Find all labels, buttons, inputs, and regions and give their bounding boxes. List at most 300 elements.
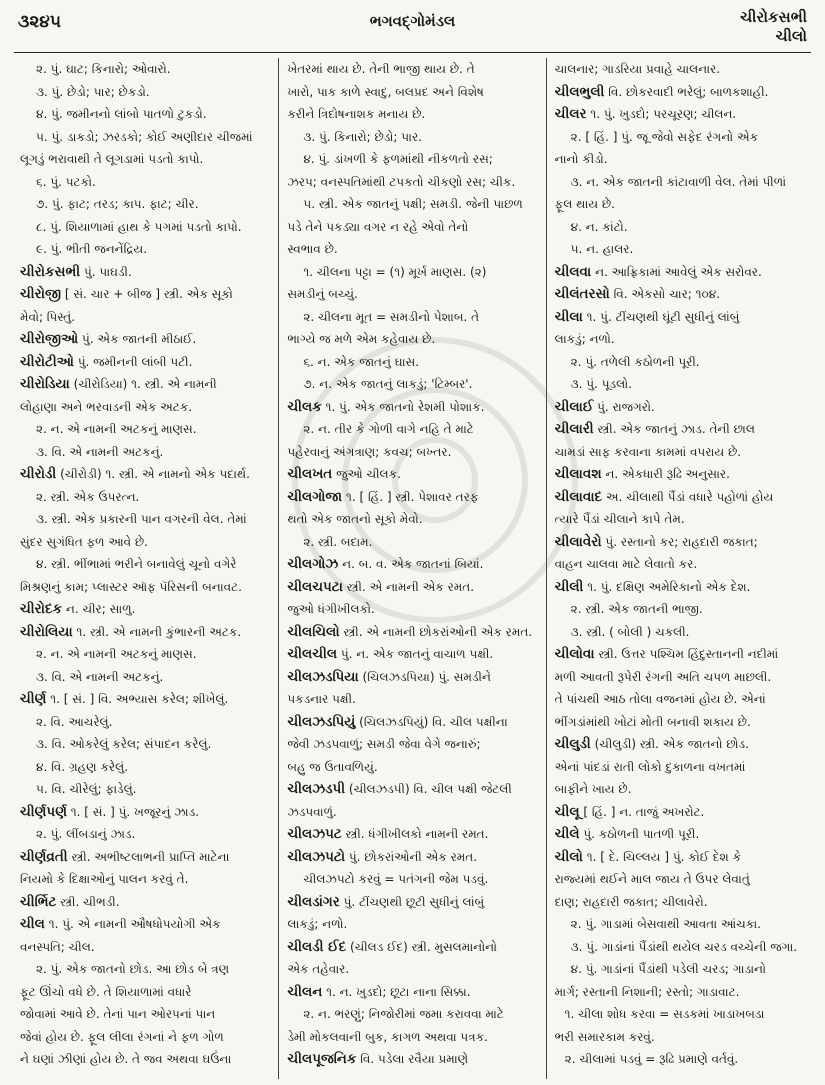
definition-text: ૧. ચીલના પટ્ટા = (૧) મૂર્ખ માણસ. (૨) <box>303 264 487 279</box>
headword: ચીરોટીઓ <box>20 353 74 370</box>
entry-line <box>287 711 537 734</box>
headword: ચીલાઈ <box>554 398 594 415</box>
entry-line <box>20 801 270 824</box>
headword: ચીલઝડપિયું <box>287 713 356 730</box>
definition-text: ૫. સ્ત્રી. એક જાતનું પક્ષી; સમડી. જેની પાછળ <box>303 197 523 211</box>
text-line <box>20 981 270 1004</box>
entry-line <box>287 396 537 419</box>
text-line <box>287 868 537 891</box>
entry-line <box>555 733 805 756</box>
definition-text: પું. ન. એક જાતનું વાચાળ પક્ષી. <box>337 647 494 661</box>
definition-text: ૧. પું. એક જાતનો રેશમી પોશાક. <box>321 399 485 414</box>
entry-line <box>287 936 537 959</box>
definition-text: ૨. સ્ત્રી. એક જાતની ભાજી. <box>570 602 703 616</box>
text-line <box>287 58 537 81</box>
definition-text: ૫. ન. હાલર. <box>570 242 634 256</box>
text-line <box>555 891 805 914</box>
text-line <box>287 193 537 216</box>
headword: ચીલપૂજનિક <box>287 1051 357 1067</box>
text-line <box>20 733 270 756</box>
definition-text: સ્ત્રી. એક જાતનું ઝાડ. તેની છાલ <box>593 422 755 436</box>
definition-text: ૧. પું. એ નામની ઔષધોપયોગી એક <box>44 917 221 931</box>
headword: ચીલડાંગર <box>287 893 340 910</box>
text-line <box>20 81 270 104</box>
definition-text: સ્ત્રી. ઉત્તર પશ્ચિમ હિંદુસ્તાનની નદીમાં <box>594 647 779 661</box>
text-line <box>20 666 270 689</box>
headword: ચીરોકસભી <box>20 263 81 280</box>
entry-line <box>555 283 805 306</box>
headword: ચીલડી ઈદ <box>287 938 347 955</box>
text-line <box>20 936 270 959</box>
headword: ચીલખત <box>287 466 333 482</box>
definition-text: ૪. વિ. ગ્રહણ કરેલું. <box>36 759 129 774</box>
definition-text: ૨. પું. ઘાટ; કિનારો; ઓવારો. <box>36 62 171 76</box>
text-line <box>287 508 537 531</box>
text-line <box>555 913 805 936</box>
guide-words <box>740 8 807 46</box>
text-line <box>287 261 537 284</box>
page-number: ૩૨૪૫ <box>18 12 62 32</box>
text-line <box>287 441 537 464</box>
headword: ચીરોડી <box>20 466 57 482</box>
text-line <box>555 958 805 981</box>
text-line <box>20 531 270 554</box>
entry-line <box>555 418 805 441</box>
text-line <box>20 58 270 81</box>
text-line <box>20 306 270 329</box>
text-line <box>555 1003 805 1026</box>
text-line <box>20 1048 270 1071</box>
definition-text: લોહાણા અને ભરવાડની એક અટક. <box>20 399 193 414</box>
entry-line <box>555 306 805 329</box>
entry-line <box>20 913 270 936</box>
entry-line <box>287 666 537 689</box>
entry-line <box>20 283 270 306</box>
entry-line <box>20 351 270 374</box>
definition-text: લાકડું; નળો. <box>554 332 615 346</box>
headword: ચીલારી <box>554 421 594 437</box>
text-line <box>555 441 805 464</box>
column-middle <box>278 58 545 1079</box>
headword: ચીલા <box>554 308 583 325</box>
definition-text: ને ઘણાં ઝીણાં હોય છે. તે જવ અથવા ઘઉંના <box>20 1052 232 1066</box>
definition-text: કરીને ત્રિદોષનાશક મનાય છે. <box>287 107 426 121</box>
guide-word-first: ચીરોકસભી <box>740 8 807 26</box>
definition-text: ૩. પું. ગાડાંનાં પૈંડાંથી થયેલ ચરડ વચ્ચેની જગા. <box>570 939 798 954</box>
headword: ચીર્ણવ્રતી <box>20 848 68 865</box>
definition-text: ઝડપવાળું. <box>287 804 337 819</box>
text-line <box>20 868 270 891</box>
text-line <box>287 148 537 171</box>
entry-line <box>287 486 537 509</box>
definition-text: પું. એક જાતની મીઠાઈ. <box>78 332 197 346</box>
headword: ચીલગોજા <box>287 488 343 505</box>
definition-text: જેવાં હોય છે. ફૂલ લીલા રંગનાં ને ફળ ગોળ <box>20 1029 224 1044</box>
entry-line <box>287 643 537 666</box>
header-rule <box>14 52 811 53</box>
definition-text: મેવો; પિસ્તું. <box>20 309 76 324</box>
text-line <box>20 756 270 779</box>
text-line <box>287 1003 537 1026</box>
definition-text: ન. આફ્રિકામાં આવેલું એક સરોવર. <box>591 264 762 279</box>
definition-text: તે પાંચથી આઠ તોલા વજનમાં હોય છે. એનાં <box>554 692 766 706</box>
text-line <box>287 958 537 981</box>
entry-line <box>287 846 537 869</box>
entry-line <box>20 891 270 914</box>
definition-text: ૨. ન. ભરણું; નિજોરીમાં જમા કરાવવા માટે <box>303 1007 504 1021</box>
definition-text: મિશ્રણનું કામ; પ્લાસ્ટર ઑફ પૅરિસની બનાવટ. <box>20 579 242 594</box>
definition-text: પું. રસ્તાનો કર; રાહદારી જકાત; <box>601 534 758 549</box>
definition-text: ૧. ન. ખુડદો; છૂટા નાના સિક્કા. <box>322 984 471 999</box>
headword: ચીલઝપટ <box>287 826 342 842</box>
definition-text: (ચીલડ ઈદ) સ્ત્રી. મુસલમાનોનો <box>346 939 498 954</box>
definition-text: ૨. વિ. આચરેલું. <box>36 714 113 729</box>
text-line <box>287 598 537 621</box>
definition-text: વિ. છોકરવાદી ભરેલું; બાળકશાહી. <box>604 84 769 99</box>
text-line <box>287 801 537 824</box>
text-line <box>287 688 537 711</box>
headword: ચીલચિલો <box>287 623 340 640</box>
column-right <box>546 58 813 1079</box>
headword: ચીલઝડપિયા <box>287 668 359 685</box>
definition-text: ૨. પું. ગાડામાં બેસવાથી આવતા આંચકા. <box>570 917 761 931</box>
definition-text: ૩. ન. એક જાતની કાંટાવાળી વેલ. તેમાં પીળાં <box>570 174 787 189</box>
entry-line <box>555 81 805 104</box>
text-line <box>287 238 537 261</box>
text-line <box>20 193 270 216</box>
definition-text: ૩. પું. પૂડલો. <box>570 377 632 391</box>
definition-text: ૩. વિ. એ નામની અટકનું. <box>36 444 164 459</box>
headword: ચીરોજી <box>20 286 62 302</box>
definition-text: જોવામાં આવે છે. તેનાં પાન ઓરપનાં પાન <box>20 1007 216 1021</box>
entry-line <box>555 103 805 126</box>
text-line <box>20 508 270 531</box>
definition-text: માર્ગ; રસ્તાની નિશાની; રસ્તો; ગાડાવાટ. <box>554 984 740 999</box>
definition-text: ખારો, પાક કાળે સ્વાદુ, બલપ્રદ અને વિશેષ <box>287 84 484 99</box>
text-line <box>555 508 805 531</box>
definition-text: ભીંગડાંમાંથી ખોટાં મોતી બનાવી શકાય છે. <box>554 714 751 729</box>
text-line <box>20 486 270 509</box>
definition-text: પું. કઠોળની પાતળી પૂરી. <box>579 827 700 841</box>
headword: ચીલ <box>20 916 45 932</box>
text-line <box>287 103 537 126</box>
headword: ચીર્ણપર્ણ <box>20 803 67 820</box>
entry-line <box>20 463 270 486</box>
definition-text: લૂગડું ભરાવાથી તે લૂગડામાં પડતો કાપો. <box>20 152 204 166</box>
entry-line <box>20 688 270 711</box>
text-line <box>287 283 537 306</box>
definition-text: જુઓ ધંગીખીલકો. <box>287 602 375 616</box>
definition-text: થતો એક જાતનો સૂકો મેવો. <box>287 512 423 526</box>
headword: ચીર્ણ <box>20 691 47 707</box>
entry-line <box>287 823 537 846</box>
text-line <box>555 171 805 194</box>
text-line <box>287 328 537 351</box>
text-line <box>287 306 537 329</box>
definition-text: ૪. પું. ડાંખળી કે ફળમાંથી નીકળતો રસ; <box>303 152 493 166</box>
definition-text: સ્ત્રી. એ નામની છોકરાંઓની એક રમત. <box>339 624 533 639</box>
definition-text: ૨. ન. એ નામની અટકનું માણસ. <box>36 422 197 436</box>
text-line <box>287 373 537 396</box>
definition-text: ન. બ. વ. એક જાતનાં બિયાં. <box>338 557 484 571</box>
definition-text: પહેરવાનું અંગત્રાણ; કવચ; બખ્તર. <box>287 444 452 459</box>
entry-line <box>555 823 805 846</box>
text-line <box>20 441 270 464</box>
definition-text: (ચીરોડિયા) ૧. સ્ત્રી. એ નામની <box>69 377 217 391</box>
definition-text: સ્વભાવ છે. <box>287 242 338 256</box>
entry-line <box>555 643 805 666</box>
definition-text: ૫. વિ. ચીરેલું; ફાડેલું. <box>36 782 137 796</box>
definition-text: (ચીલઝડપી) વિ. ચીલ પક્ષી જેટલી <box>345 782 512 796</box>
definition-text: ૨. ચીલામાં પડવું = રૂઢિ પ્રમાણે વર્તવું. <box>564 1052 739 1066</box>
definition-text: ન. એકધારી રૂઢિ અનુસાર. <box>601 467 730 481</box>
headword: ચીલન <box>287 983 323 1000</box>
text-line <box>555 1048 805 1071</box>
definition-text: ૨. પું. તળેલી કઠોળની પૂરી. <box>570 354 700 369</box>
headword: ચીરોદક <box>20 601 63 617</box>
definition-text: [ સં. ચાર + બીજ ] સ્ત્રી. એક સૂકો <box>61 287 233 301</box>
definition-text: વાહન ચાલવા માટે લેવાતો કર. <box>554 557 698 571</box>
definition-text: ૨. સ્ત્રી. બદામ. <box>303 534 373 549</box>
text-line <box>20 576 270 599</box>
definition-text: વનસ્પતિ; ચીલ. <box>20 939 95 954</box>
headword: ચીર્ભિટ <box>20 893 57 910</box>
text-line <box>555 666 805 689</box>
entry-line <box>555 801 805 824</box>
guide-word-last: ચીલો <box>775 27 807 45</box>
definition-text: ૩. સ્ત્રી. ( બોલી ) ચકલી. <box>570 624 690 639</box>
definition-text: સમડીનું બચ્ચું. <box>287 287 358 301</box>
definition-text: ૩. સ્ત્રી. એક પ્રકારની પાન વગરની વેલ. તેમાં <box>36 512 247 526</box>
text-line <box>555 936 805 959</box>
text-line <box>555 598 805 621</box>
definition-text: ૪. પું. જમીનનો લાંબો પાતળો ટુકડો. <box>36 107 207 121</box>
entry-line <box>287 463 537 486</box>
definition-text: ૨. પું. એક જાતનો છોડ. આ છોડ બે ત્રણ <box>36 962 230 976</box>
definition-text: [ હિં. ] ન. તાજું અખરોટ. <box>579 804 705 819</box>
text-line <box>555 126 805 149</box>
definition-text: ચામડાં સાફ કરવાના કામમાં વપરાય છે. <box>554 444 742 459</box>
definition-text: ૨. ન. તીર કે ગોળી વાગે નહિ તે માટે <box>303 422 474 436</box>
definition-text: પું. ટીંચણથી છૂટી સુધીનું લાંબું <box>339 894 485 909</box>
definition-text: સુંદર સુગંધિત ફળ આવે છે. <box>20 534 148 549</box>
text-line <box>20 711 270 734</box>
headword: ચીલભુલી <box>554 83 605 100</box>
page-header <box>14 8 811 52</box>
text-line <box>555 193 805 216</box>
headword: ચીરોડિયા <box>20 376 70 392</box>
definition-text: રાજ્યમાં થઈને માલ જાય તે ઉપર લેવાતું <box>554 872 750 886</box>
definition-text: સ્ત્રી. અભીષ્ટલાભની પ્રાપ્તિ માટેના <box>67 849 230 864</box>
entry-line <box>20 621 270 644</box>
entry-line <box>555 846 805 869</box>
definition-text: ૮. પું. શિયાળામાં હાથ કે પગમાં પડતો કાપો. <box>36 219 242 234</box>
definition-text: ૧. [ સં. ] પું. ખજૂરનું ઝાડ. <box>66 804 200 819</box>
definition-text: ચીલઝપટો કરવું = પતંગની જેમ પડવું. <box>303 872 489 886</box>
headword: ચીલઝપટો <box>287 848 346 865</box>
entry-line <box>20 373 270 396</box>
headword: ચીલચપટા <box>287 578 343 595</box>
definition-text: ૩. પું. કિનારો; છેડો; પાર. <box>303 129 422 144</box>
definition-text: (ચિલઝડપિયા) પું. સમડીને <box>358 669 491 684</box>
text-line <box>555 778 805 801</box>
text-line <box>20 216 270 239</box>
text-line <box>287 171 537 194</box>
definition-text: જેવી ઝડપવાળું; સમડી જેવા વેગે જનારું; <box>287 737 481 751</box>
text-line <box>287 418 537 441</box>
entry-line <box>555 486 805 509</box>
text-line <box>555 328 805 351</box>
text-line <box>20 823 270 846</box>
definition-text: ૧. ચીલા શોધ કરવા = સડકમાં ખાડાખબડા <box>564 1007 765 1021</box>
definition-text: ૪. ન. કાંટો. <box>570 219 628 234</box>
definition-text: ફૂલ થાય છે. <box>554 197 615 211</box>
definition-text: અ. ચીલાથી પૈંડાં વધારે પહોળાં હોય <box>602 489 774 504</box>
definition-text: વિ. પડેલા રવૈયા પ્રમાણે <box>356 1052 469 1066</box>
definition-text: સ્ત્રી. ધંગીખીલકો નામની રમત. <box>341 827 489 841</box>
headword: ચીલો <box>554 848 583 865</box>
entry-line <box>20 328 270 351</box>
definition-text: ૪. પું. ગાડાંનાં પૈંડાંથી પડેલી ચરડ; ગાડાનો <box>570 962 766 976</box>
text-line <box>287 913 537 936</box>
definition-text: ૨. ચીલના મૂત = સમડીનો પેશાબ. તે <box>303 309 480 324</box>
entry-line <box>287 891 537 914</box>
entry-line <box>20 598 270 621</box>
definition-text: દાણ; રાહદારી જકાત; ચીલાવેરો. <box>554 894 708 909</box>
definition-text: પકડનાર પક્ષી. <box>287 692 356 706</box>
definition-text: ફૂટ ઊંચો વધે છે. તે શિયાળામાં વધારે <box>20 984 192 999</box>
text-line <box>555 553 805 576</box>
text-line <box>287 81 537 104</box>
definition-text: બાફીને ખાય છે. <box>554 782 632 796</box>
entry-line <box>555 531 805 554</box>
text-line <box>20 126 270 149</box>
headword: ચીલર <box>554 106 587 122</box>
definition-text: (ચીલુડી) સ્ત્રી. એક જાતનો છોડ. <box>590 737 749 751</box>
text-line <box>287 351 537 374</box>
text-line <box>20 148 270 171</box>
definition-text: ખેતરમાં થાય છે. તેની ભાજી થાય છે. તે <box>287 62 475 76</box>
text-line <box>20 103 270 126</box>
text-line <box>555 373 805 396</box>
text-line <box>20 1026 270 1049</box>
text-line <box>287 216 537 239</box>
definition-text: ૩. પું. છેડો; પાર; છેકડો. <box>36 84 150 99</box>
headword: ચીલક <box>287 398 322 415</box>
definition-text: ત્યારે પૈંડાં ચીલાને કાપે તેમ. <box>554 512 685 526</box>
definition-text: ૨. પું. લીંબડાનું ઝાડ. <box>36 827 136 841</box>
text-line <box>287 733 537 756</box>
definition-text: ૧. પું. દક્ષિણ અમેરિકાનો એક દેશ. <box>583 579 751 594</box>
text-line <box>555 868 805 891</box>
entry-line <box>287 1048 537 1071</box>
entry-line <box>287 621 537 644</box>
running-title: ભગવદ્ગોમંડલ <box>369 12 456 30</box>
definition-text: ૪. સ્ત્રી. ભીંભામાં ભરીને બનાવેલું ચૂનો વગેરે <box>36 557 237 571</box>
text-line <box>287 1026 537 1049</box>
definition-text: ૧. સ્ત્રી. એ નામની કુંભારની અટક. <box>72 624 242 639</box>
entry-line <box>555 396 805 419</box>
definition-text: સ્ત્રી. એ નામની એક રમત. <box>342 579 475 594</box>
text-line <box>555 981 805 1004</box>
definition-text: એક તહેવાર. <box>287 962 350 976</box>
definition-text: મળી આવતી રૂપેરી રંગની અતિ ચપળ માછલી. <box>554 669 772 684</box>
definition-text: ૬. ન. એક જાતનું ઘાસ. <box>303 354 420 369</box>
headword: ચીલાવેરો <box>554 533 602 550</box>
text-line <box>555 621 805 644</box>
definition-text: ૭. પું. ફાટ; તરડ; કાપ. ફાટ; ચીર. <box>36 197 199 211</box>
definition-text: ૨. સ્ત્રી. એક ઉપરત્ન. <box>36 489 140 504</box>
text-line <box>555 1026 805 1049</box>
definition-text: પું. પાઘડી. <box>80 264 132 279</box>
definition-text: ચાલનાર; ગાડરિયા પ્રવાહે ચાલનાર. <box>554 62 721 76</box>
definition-text: ઝરપ; વનસ્પતિમાંથી ટપકતો ચીકણો રસ; ચીક. <box>287 174 516 189</box>
entry-line <box>555 261 805 284</box>
definition-text: ૬. પું. પટકો. <box>36 174 96 189</box>
entry-line <box>287 778 537 801</box>
entry-line <box>555 463 805 486</box>
definition-text: નિયમો કે દિક્ષાઓનું પાલન કરવું તે. <box>20 872 189 886</box>
definition-text: નાનો કીડો. <box>554 152 608 166</box>
definition-text: પડે તેને પકડ્યા વગર ન રહે એવો તેનો <box>287 219 469 234</box>
text-line <box>555 58 805 81</box>
definition-text: ૯. પું. ભીતી જનનેંદ્રિય. <box>36 242 148 256</box>
definition-text: લાકડું; નળો. <box>287 917 348 931</box>
headword: ચીલૂ <box>554 803 580 820</box>
definition-text: (ચીરોડી) ૧. સ્ત્રી. એ નામનો એક પદાર્થ. <box>56 467 250 481</box>
definition-text: પું. છોકરાંઓની એક રમત. <box>345 849 478 864</box>
text-line <box>287 126 537 149</box>
definition-text: જુઓ ચીલક. <box>332 467 401 481</box>
text-line <box>555 711 805 734</box>
text-line <box>287 531 537 554</box>
definition-text: ૧. પું. ટીંચણથી ઘૂંટી સુધીનું લાંબું <box>582 309 740 324</box>
text-line <box>20 418 270 441</box>
headword: ચીલવા <box>554 263 592 280</box>
text-line <box>555 148 805 171</box>
headword: ચીલાવાદ <box>554 488 603 505</box>
text-line <box>20 778 270 801</box>
definition-text: ૨. ન. એ નામની અટકનું માણસ. <box>36 647 197 661</box>
definition-text: એનાં પાંદડાં રાતી લોકો દુકાળના વખતમાં <box>554 759 746 774</box>
text-line <box>555 688 805 711</box>
headword: ચીલે <box>554 826 580 842</box>
headword: ચીલોવા <box>554 646 595 662</box>
definition-text: સ્ત્રી. ચીભડી. <box>56 894 120 909</box>
headword: ચીરોલિયા <box>20 623 73 640</box>
definition-text: વિ. એકસો ચાર; ૧૦૪. <box>609 287 721 301</box>
definition-text: ૫. પું. ડાકડો; ઝરડકો; કોઈ અણીદાર ચીજમાં <box>36 129 253 144</box>
definition-text: ૨. [ હિં. ] પું. જૂ જેવો સફેદ રંગનો એક <box>570 129 759 144</box>
text-line <box>20 643 270 666</box>
entry-line <box>287 576 537 599</box>
definition-text: ૧. [ હિં. ] સ્ત્રી. પેશાવર તરફ <box>342 489 479 504</box>
text-line <box>555 756 805 779</box>
definition-text: (ચિલઝડપિયું) વિ. ચીલ પક્ષીના <box>355 714 508 729</box>
definition-text: ૭. ન. એક જાતનું લાકડું; 'ટિમ્બર'. <box>303 377 473 391</box>
text-line <box>555 216 805 239</box>
text-line <box>20 238 270 261</box>
text-line <box>20 553 270 576</box>
headword: ચીલુડી <box>554 736 591 752</box>
definition-text: બહુ જ ઉતાવળિયું. <box>287 759 378 774</box>
text-line <box>20 396 270 419</box>
definition-text: ૧. [ સં. ] વિ. અભ્યાસ કરેલ; શીખેલું. <box>46 692 229 706</box>
definition-text: ૩. વિ. ઓકરેલું કરેલ; સંપાદન કરેલું. <box>36 737 212 751</box>
entry-line <box>287 981 537 1004</box>
dictionary-columns <box>12 58 813 1079</box>
column-left <box>12 58 278 1079</box>
